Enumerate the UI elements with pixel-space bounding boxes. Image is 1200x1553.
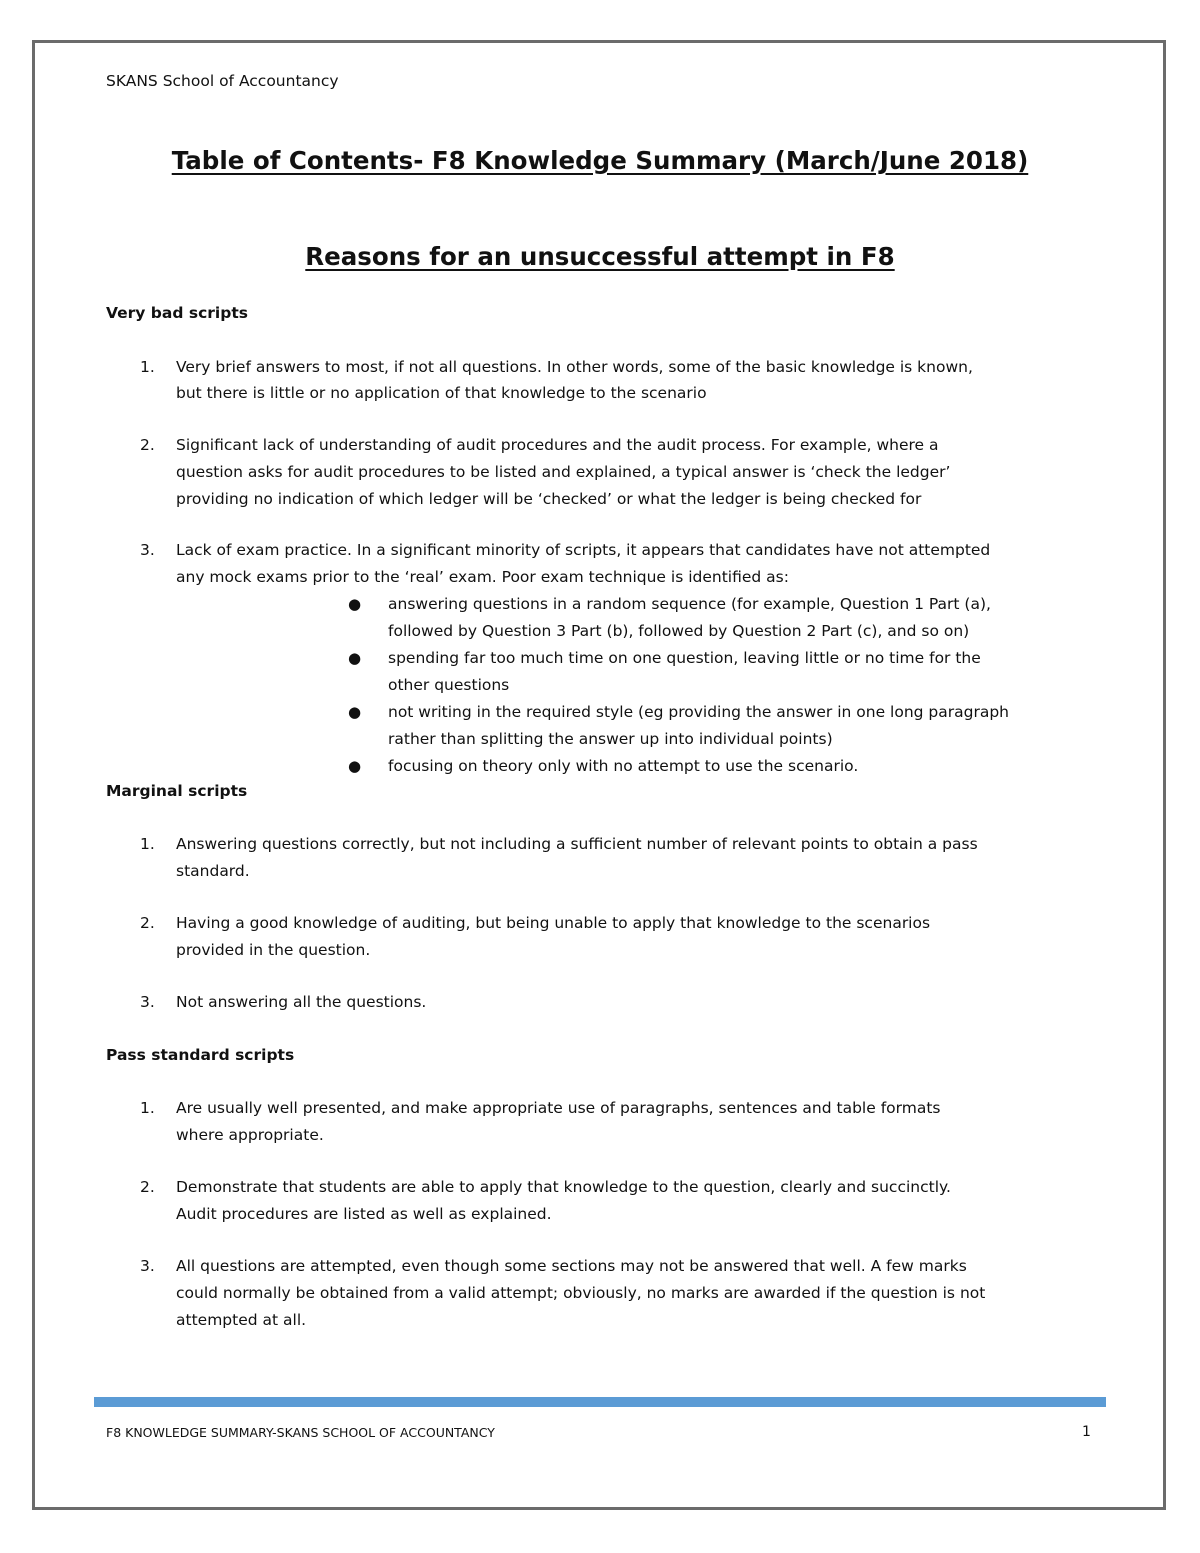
list-item-text: provided in the question. [176, 941, 371, 959]
list-item-text: could normally be obtained from a valid attempt; obviously, no marks are awarded if the question is not [176, 1284, 986, 1302]
list-item-number: 2. [140, 914, 155, 932]
list-item-text: standard. [176, 862, 250, 880]
list-item-text: Audit procedures are listed as well as explained. [176, 1205, 552, 1223]
bullet-icon: ● [348, 703, 362, 721]
list-item-number: 1. [140, 1099, 155, 1117]
section-heading-very-bad: Very bad scripts [106, 304, 248, 322]
bullet-icon: ● [348, 649, 362, 667]
document-title: Table of Contents- F8 Knowledge Summary (March/June 2018) [171, 146, 1029, 175]
list-item-number: 3. [140, 1257, 155, 1275]
list-item-number: 2. [140, 436, 155, 454]
list-item-text: Answering questions correctly, but not including a sufficient number of relevant points to obtain a pass [176, 835, 978, 853]
list-item-text: Very brief answers to most, if not all questions. In other words, some of the basic knowledge is known, [176, 358, 973, 376]
list-item-text: Significant lack of understanding of audit procedures and the audit process. For example, where a [176, 436, 939, 454]
bullet-text: answering questions in a random sequence (for example, Question 1 Part (a), [388, 595, 991, 613]
page-number: 1 [1082, 1424, 1091, 1440]
bullet-text: followed by Question 3 Part (b), followed by Question 2 Part (c), and so on) [388, 622, 970, 640]
bullet-text: focusing on theory only with no attempt to use the scenario. [388, 757, 859, 775]
page-header: SKANS School of Accountancy [106, 72, 339, 90]
bullet-text: other questions [388, 676, 510, 694]
list-item-number: 1. [140, 358, 155, 376]
bullet-text: not writing in the required style (eg providing the answer in one long paragraph [388, 703, 1010, 721]
list-item-text: Having a good knowledge of auditing, but being unable to apply that knowledge to the scenarios [176, 914, 931, 932]
bullet-text: spending far too much time on one question, leaving little or no time for the [388, 649, 981, 667]
bullet-icon: ● [348, 757, 362, 775]
list-item-text: where appropriate. [176, 1126, 324, 1144]
footer-rule [94, 1397, 1106, 1407]
bullet-text: rather than splitting the answer up into individual points) [388, 730, 833, 748]
section-heading-marginal: Marginal scripts [106, 782, 248, 800]
section-heading-pass: Pass standard scripts [106, 1046, 295, 1064]
list-item-text: Demonstrate that students are able to apply that knowledge to the question, clearly and succinctly. [176, 1178, 951, 1196]
list-item-text: Lack of exam practice. In a significant minority of scripts, it appears that candidates have not attempted [176, 541, 991, 559]
list-item-number: 2. [140, 1178, 155, 1196]
list-item-text: Not answering all the questions. [176, 993, 427, 1011]
list-item-number: 3. [140, 541, 155, 559]
footer-text: F8 KNOWLEDGE SUMMARY-SKANS SCHOOL OF ACCOUNTANCY [106, 1425, 495, 1440]
list-item-number: 3. [140, 993, 155, 1011]
list-item-text: any mock exams prior to the ‘real’ exam. Poor exam technique is identified as: [176, 568, 789, 586]
list-item-number: 1. [140, 835, 155, 853]
list-item-text: attempted at all. [176, 1311, 307, 1329]
document-subtitle: Reasons for an unsuccessful attempt in F8 [305, 242, 895, 271]
list-item-text: All questions are attempted, even though some sections may not be answered that well. A few marks [176, 1257, 967, 1275]
list-item-text: Are usually well presented, and make appropriate use of paragraphs, sentences and table formats [176, 1099, 941, 1117]
list-item-text: providing no indication of which ledger will be ‘checked’ or what the ledger is being checked for [176, 490, 922, 508]
list-item-text: question asks for audit procedures to be listed and explained, a typical answer is ‘check the ledger’ [176, 463, 951, 481]
bullet-icon: ● [348, 595, 362, 613]
list-item-text: but there is little or no application of that knowledge to the scenario [176, 384, 707, 402]
